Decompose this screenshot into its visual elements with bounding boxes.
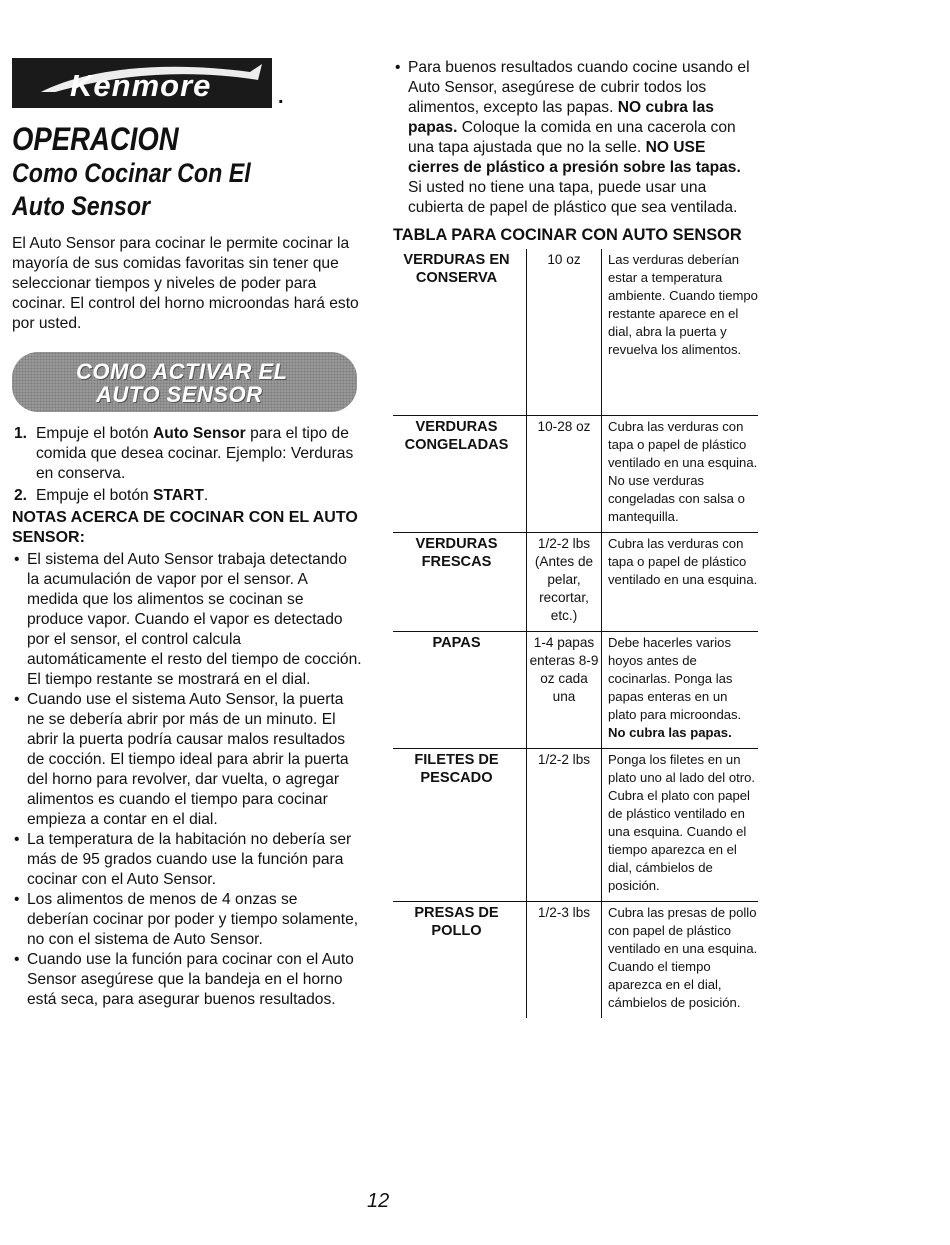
list-item (12, 950, 362, 1010)
cover-note-text: Si usted no tiene una tapa, puede usar una cubierta de papel de plástico que sea ventilada. (408, 179, 738, 216)
note-text: El sistema del Auto Sensor trabaja detectando la acumulación de vapor por el sensor. A medida que los alimentos se cocinan se produce vapor. Cuando el vapor es detectado por el sensor, el control calcula automáticamente el resto del tiempo de cocción. El tiempo restante se mostrará en el dial. (27, 551, 362, 688)
amount-cell: 10 oz (547, 252, 581, 267)
note-text: Los alimentos de menos de 4 onzas se deberían cocinar por poder y tiempo solamente, no con el sistema de Auto Sensor. (27, 891, 359, 948)
cover-note-text: Para buenos resultados cuando cocine usando el Auto Sensor, asegúrese de cubrir todos los alimentos, excepto las papas. (408, 59, 750, 116)
step-text: Empuje el botón (36, 425, 154, 442)
amount-cell: 10-28 oz (537, 419, 591, 434)
food-cell: VERDURAS EN CONSERVA (403, 252, 510, 286)
bullet-icon: • (14, 691, 20, 708)
banner-line-1: COMO ACTIVAR EL (76, 359, 288, 384)
note-text: Cuando use el sistema Auto Sensor, la puerta ne se debería abrir por más de un minuto. El abrir la puerta podría causar malos resultados de cocción. El tiempo ideal para abrir la puerta del horno para revolver, dar vuelta, o agregar alimentos es cuando el tiempo para cocinar empieza a contar en el dial. (27, 691, 349, 828)
step-bold: Auto Sensor (153, 425, 246, 442)
bullet-icon: • (14, 831, 20, 848)
page-title: OPERACION (12, 121, 179, 157)
step-item (12, 486, 362, 506)
bullet-icon: • (14, 551, 20, 568)
notes-list (12, 550, 362, 1010)
cover-note-bold: NO cubra las papas. (408, 99, 714, 136)
subtitle-line-2: Auto Sensor (12, 191, 151, 221)
list-item (12, 550, 362, 690)
notes-heading: NOTAS ACERCA DE COCINAR CON EL AUTO SENSOR: (12, 509, 358, 546)
step-bold: START (153, 487, 204, 504)
bullet-icon: • (14, 891, 20, 908)
cover-note (393, 58, 758, 218)
desc-cell: Cubra las presas de pollo con papel de plástico ventilado en una esquina. Cuando el tiempo aparezca en el dial, cámbielos de posición. (608, 905, 758, 1010)
page-number: 12 (367, 1190, 390, 1212)
cover-note-text: Coloque la comida en una cacerola con una tapa ajustada que no la selle. (408, 119, 736, 156)
list-item (12, 890, 362, 950)
amount-cell: 1-4 papas enteras 8-9 oz cada una (529, 635, 599, 704)
intro-paragraph: El Auto Sensor para cocinar le permite cocinar la mayoría de sus comidas favoritas sin tener que seleccionar tiempos y niveles de poder para cocinar. El control del horno microondas hará esto por usted. (12, 235, 359, 332)
bullet-icon: • (395, 59, 401, 76)
banner-line-2: AUTO SENSOR (96, 382, 263, 407)
amount-cell: 1/2-2 lbs (537, 752, 591, 767)
desc-bold: No cubra las papas. (608, 725, 732, 740)
subtitle-line-1: Como Cocinar Con El (12, 158, 251, 188)
step-item (12, 424, 362, 484)
desc-cell: Ponga los filetes en un plato uno al lado del otro. Cubra el plato con papel de plástico ventilado en una esquina. Cuando el tiempo aparezca en el dial, cámbielos de posición. (608, 752, 756, 893)
step-text: Empuje el botón (36, 487, 154, 504)
table-row (393, 749, 758, 902)
table-row (393, 249, 758, 416)
logo-dot: . (278, 86, 284, 108)
desc-cell: Las verduras deberían estar a temperatura ambiente. Cuando tiempo restante aparece en el dial, abra la puerta y revuelva los alimentos. (608, 252, 758, 357)
cooking-table (393, 249, 758, 1018)
food-cell: FILETES DE PESCADO (414, 752, 499, 786)
amount-cell: 1/2-3 lbs (537, 905, 591, 920)
step-number: 2. (14, 487, 28, 504)
food-cell: VERDURAS FRESCAS (415, 536, 498, 570)
right-column (393, 58, 758, 1018)
bullet-icon: • (14, 951, 20, 968)
table-row (393, 632, 758, 749)
desc-cell: Cubra las verduras con tapa o papel de plástico ventilado en una esquina. No use verduras congeladas con salsa o mantequilla. (608, 419, 758, 524)
step-number: 1. (14, 425, 28, 442)
table-row (393, 533, 758, 632)
food-cell: PAPAS (432, 635, 481, 651)
note-text: La temperatura de la habitación no debería ser más de 95 grados cuando use la función para cocinar con el Auto Sensor. (27, 831, 352, 888)
section-banner (12, 352, 357, 412)
amount-cell: 1/2-2 lbs (Antes de pelar, recortar, etc.) (534, 536, 594, 623)
table-title: TABLA PARA COCINAR CON AUTO SENSOR (393, 226, 742, 244)
kenmore-logo (12, 58, 272, 108)
desc-cell: Cubra las verduras con tapa o papel de plástico ventilado en una esquina. (608, 536, 758, 587)
food-cell: PRESAS DE POLLO (414, 905, 499, 939)
desc-cell: Debe hacerles varios hoyos antes de cocinarlas. Ponga las papas enteras en un plato para microondas. (608, 635, 742, 722)
step-text: . (203, 487, 209, 504)
cover-note-bold: NO USE cierres de plástico a presión sobre las tapas. (408, 139, 741, 176)
table-row (393, 902, 758, 1019)
table-row (393, 416, 758, 533)
step-text: para el tipo de comida que desea cocinar. Ejemplo: Verduras en conserva. (36, 425, 354, 482)
list-item (12, 830, 362, 890)
logo-wordmark: Kenmore (70, 68, 212, 103)
food-cell: VERDURAS CONGELADAS (404, 419, 509, 453)
note-text: Cuando use la función para cocinar con el Auto Sensor asegúrese que la bandeja en el horno está seca, para asegurar buenos resultados. (27, 951, 354, 1008)
steps-list (12, 424, 362, 506)
left-column (12, 58, 362, 1010)
list-item (12, 690, 362, 830)
